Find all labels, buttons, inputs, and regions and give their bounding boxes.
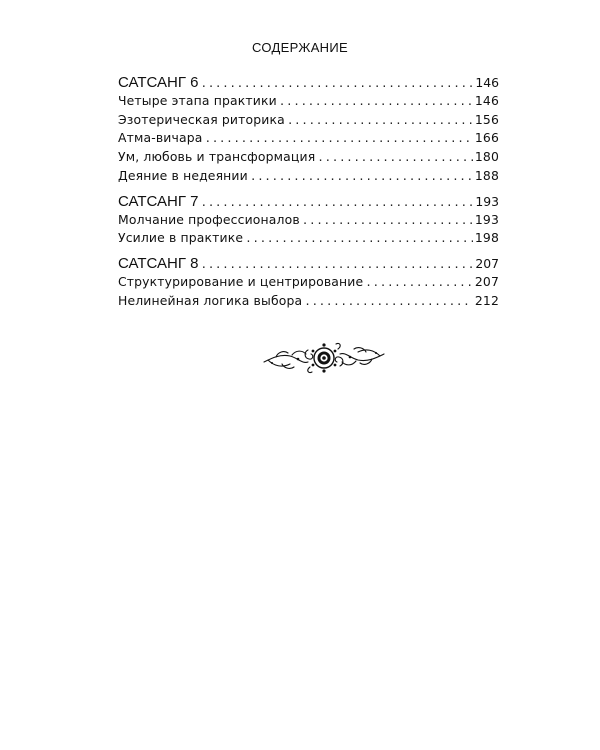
ornament-icon bbox=[262, 340, 386, 376]
dot-leader bbox=[200, 77, 473, 90]
dot-leader bbox=[302, 214, 473, 227]
dot-leader bbox=[204, 132, 472, 145]
page-title: СОДЕРЖАНИЕ bbox=[251, 40, 348, 55]
toc-entry[interactable] bbox=[118, 93, 499, 112]
toc-entry[interactable] bbox=[118, 230, 499, 249]
toc-title: Деяние в недеянии bbox=[118, 167, 248, 183]
dot-leader bbox=[245, 232, 473, 245]
toc-section-7[interactable] bbox=[118, 193, 499, 212]
toc-title: Атма-вичара bbox=[118, 130, 203, 146]
toc-page-number: 180 bbox=[474, 149, 499, 165]
toc-title: Нелинейная логика выбора bbox=[118, 292, 303, 308]
toc-page-number: 193 bbox=[475, 193, 499, 209]
toc-entry[interactable] bbox=[118, 274, 499, 293]
toc-page-number: 146 bbox=[475, 75, 499, 90]
dot-leader bbox=[200, 196, 473, 209]
toc-title: САТСАНГ 8 bbox=[118, 255, 199, 273]
dot-leader bbox=[200, 258, 473, 271]
toc-page-number: 146 bbox=[474, 92, 499, 108]
dot-leader bbox=[250, 170, 473, 183]
toc-entry[interactable] bbox=[118, 212, 499, 231]
toc-title: Усилие в практике bbox=[118, 230, 244, 246]
toc-section-6[interactable] bbox=[118, 74, 499, 93]
toc-page-number: 156 bbox=[474, 111, 499, 127]
dot-leader bbox=[279, 95, 473, 108]
toc-title: САТСАНГ 6 bbox=[118, 74, 199, 91]
toc-page-number: 207 bbox=[475, 256, 499, 272]
toc-page-number: 212 bbox=[474, 292, 499, 308]
dot-leader bbox=[304, 295, 473, 308]
toc-title: Четыре этапа практики bbox=[118, 92, 277, 108]
toc-title: САТСАНГ 7 bbox=[118, 192, 199, 210]
toc-title: Молчание профессионалов bbox=[118, 211, 300, 227]
table-of-contents bbox=[118, 74, 499, 312]
toc-entry[interactable] bbox=[118, 149, 499, 168]
toc-title: Ум, любовь и трансформация bbox=[118, 149, 316, 165]
toc-entry[interactable] bbox=[118, 130, 499, 149]
toc-page-number: 193 bbox=[474, 211, 499, 227]
toc-entry[interactable] bbox=[118, 293, 499, 312]
toc-entry[interactable] bbox=[118, 112, 499, 131]
toc-page-number: 207 bbox=[474, 273, 499, 289]
dot-leader bbox=[365, 276, 473, 289]
toc-section-8[interactable] bbox=[118, 255, 499, 274]
toc-page-number: 188 bbox=[474, 167, 499, 183]
dot-leader bbox=[287, 114, 473, 127]
toc-page-number: 166 bbox=[474, 130, 499, 146]
toc-title: Эзотерическая риторика bbox=[118, 111, 285, 127]
toc-entry[interactable] bbox=[118, 168, 499, 187]
toc-title: Структурирование и центрирование bbox=[118, 273, 364, 289]
dot-leader bbox=[317, 151, 473, 164]
toc-page-number: 198 bbox=[474, 230, 499, 246]
